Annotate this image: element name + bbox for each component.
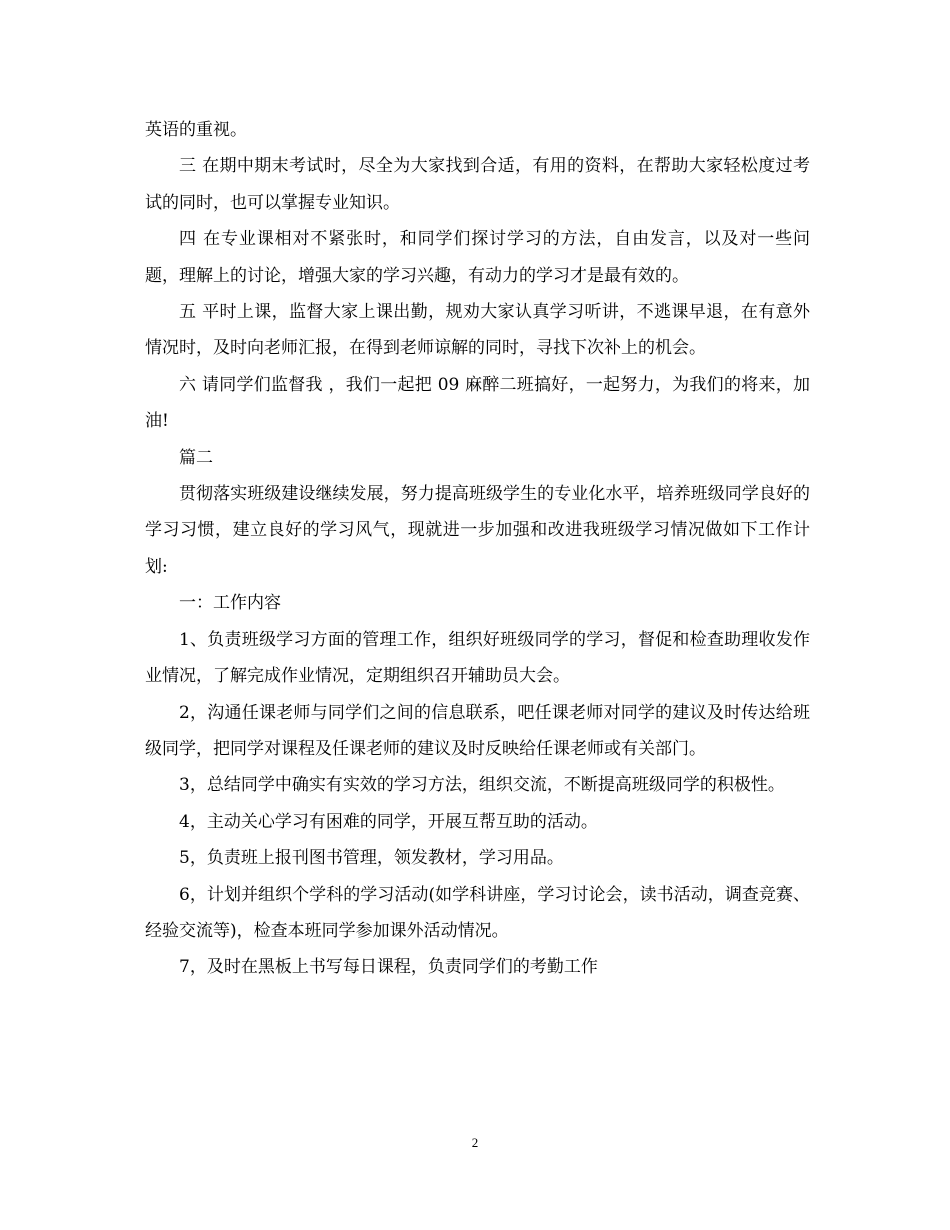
list-item: 5，负责班上报刊图书管理，领发教材，学习用品。	[179, 848, 564, 869]
list-item: 7，及时在黑板上书写每日课程，负责同学们的考勤工作	[179, 957, 598, 978]
list-item: 2，沟通任课老师与同学们之间的信息联系，吧任课老师对同学的建议及时传达给班级同学，把同学对课程及任课老师的建议及时反映给任课老师或有关部门。	[145, 702, 810, 759]
list-item: 3，总结同学中确实有实效的学习方法，组织交流，不断提高班级同学的积极性。	[179, 775, 785, 796]
list-item: 1、负责班级学习方面的管理工作，组织好班级同学的学习，督促和检查助理收发作业情况，了解完成作业情况，定期组织召开辅助员大会。	[145, 629, 810, 687]
list-item: 6，计划并组织个学科的学习活动(如学科讲座，学习讨论会，读书活动，调查竞赛、经验交流等)，检查本班同学参加课外活动情况。	[145, 884, 810, 941]
paragraph: 三 在期中期末考试时，尽全为大家找到合适，有用的资料，在帮助大家轻松度过考试的同时，也可以掌握专业知识。	[145, 156, 810, 213]
paragraph: 六 请同学们监督我 ，我们一起把 09 麻醉二班搞好，一起努力，为我们的将来，加油!	[145, 374, 810, 432]
section-heading: 篇二	[179, 447, 213, 468]
paragraph: 英语的重视。	[145, 120, 247, 140]
page-number: 2	[471, 1135, 479, 1150]
page-body	[145, 112, 810, 986]
paragraph: 五 平时上课，监督大家上课出勤，规劝大家认真学习听讲，不逃课早退，在有意外情况时，及时向老师汇报，在得到老师谅解的同时，寻找下次补上的机会。	[145, 302, 810, 359]
paragraph: 贯彻落实班级建设继续发展，努力提高班级学生的专业化水平，培养班级同学良好的学习习惯，建立良好的学习风气，现就进一步加强和改进我班级学习情况做如下工作计划:	[145, 484, 810, 577]
subsection-heading: 一：工作内容	[179, 593, 281, 614]
list-item: 4，主动关心学习有困难的同学，开展互帮互助的活动。	[179, 811, 598, 832]
paragraph: 四 在专业课相对不紧张时，和同学们探讨学习的方法，自由发言，以及对一些问题，理解上的讨论，增强大家的学习兴趣，有动力的学习才是最有效的。	[145, 229, 810, 286]
